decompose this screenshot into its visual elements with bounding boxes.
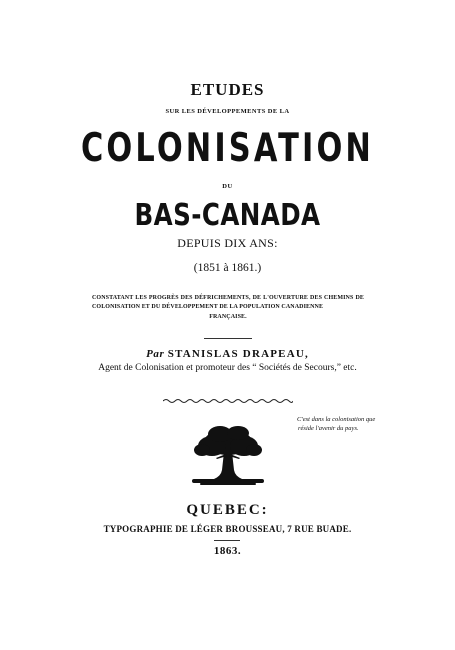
constatant-last-line: FRANÇAISE.	[209, 313, 247, 320]
author-name: STANISLAS DRAPEAU,	[167, 348, 309, 360]
constatant-paragraph	[92, 294, 364, 322]
date-range: (1851 à 1861.)	[193, 262, 262, 274]
epigraph-line-1: C'est dans la colonisation que	[297, 416, 376, 423]
epigraph	[297, 416, 417, 433]
du-line: DU	[222, 183, 233, 190]
colonisation-title: COLONISATION	[80, 126, 375, 171]
tree-icon	[190, 424, 266, 486]
wavy-divider	[163, 398, 293, 404]
bas-canada-title: BAS-CANADA	[134, 198, 321, 233]
printer-line: TYPOGRAPHIE DE LÉGER BROUSSEAU, 7 RUE BUADE.	[103, 524, 352, 534]
etudes-heading: ETUDES	[190, 80, 265, 99]
epigraph-line-2: réside l'avenir du pays.	[298, 424, 359, 432]
par-word: Par	[146, 348, 165, 360]
author-line	[0, 348, 455, 360]
publication-year: 1863.	[213, 545, 242, 557]
author-role: Agent de Colonisation et promoteur des “ Sociétés de Secours,” etc.	[98, 363, 357, 373]
city-line: QUEBEC:	[186, 502, 269, 518]
sur-les-developpements-line: SUR LES DÉVELOPPEMENTS DE LA	[165, 108, 290, 115]
depuis-dix-ans-line: DEPUIS DIX ANS:	[177, 236, 278, 250]
divider-year	[214, 540, 240, 541]
constatant-text: CONSTATANT LES PROGRÈS DES DÉFRICHEMENTS, DE L'OUVERTURE DES CHEMINS DE COLONISATION ET DU DÉVELOPPEMENT DE LA POPULATION CANADIENNE	[92, 295, 364, 311]
divider-short	[204, 338, 252, 339]
